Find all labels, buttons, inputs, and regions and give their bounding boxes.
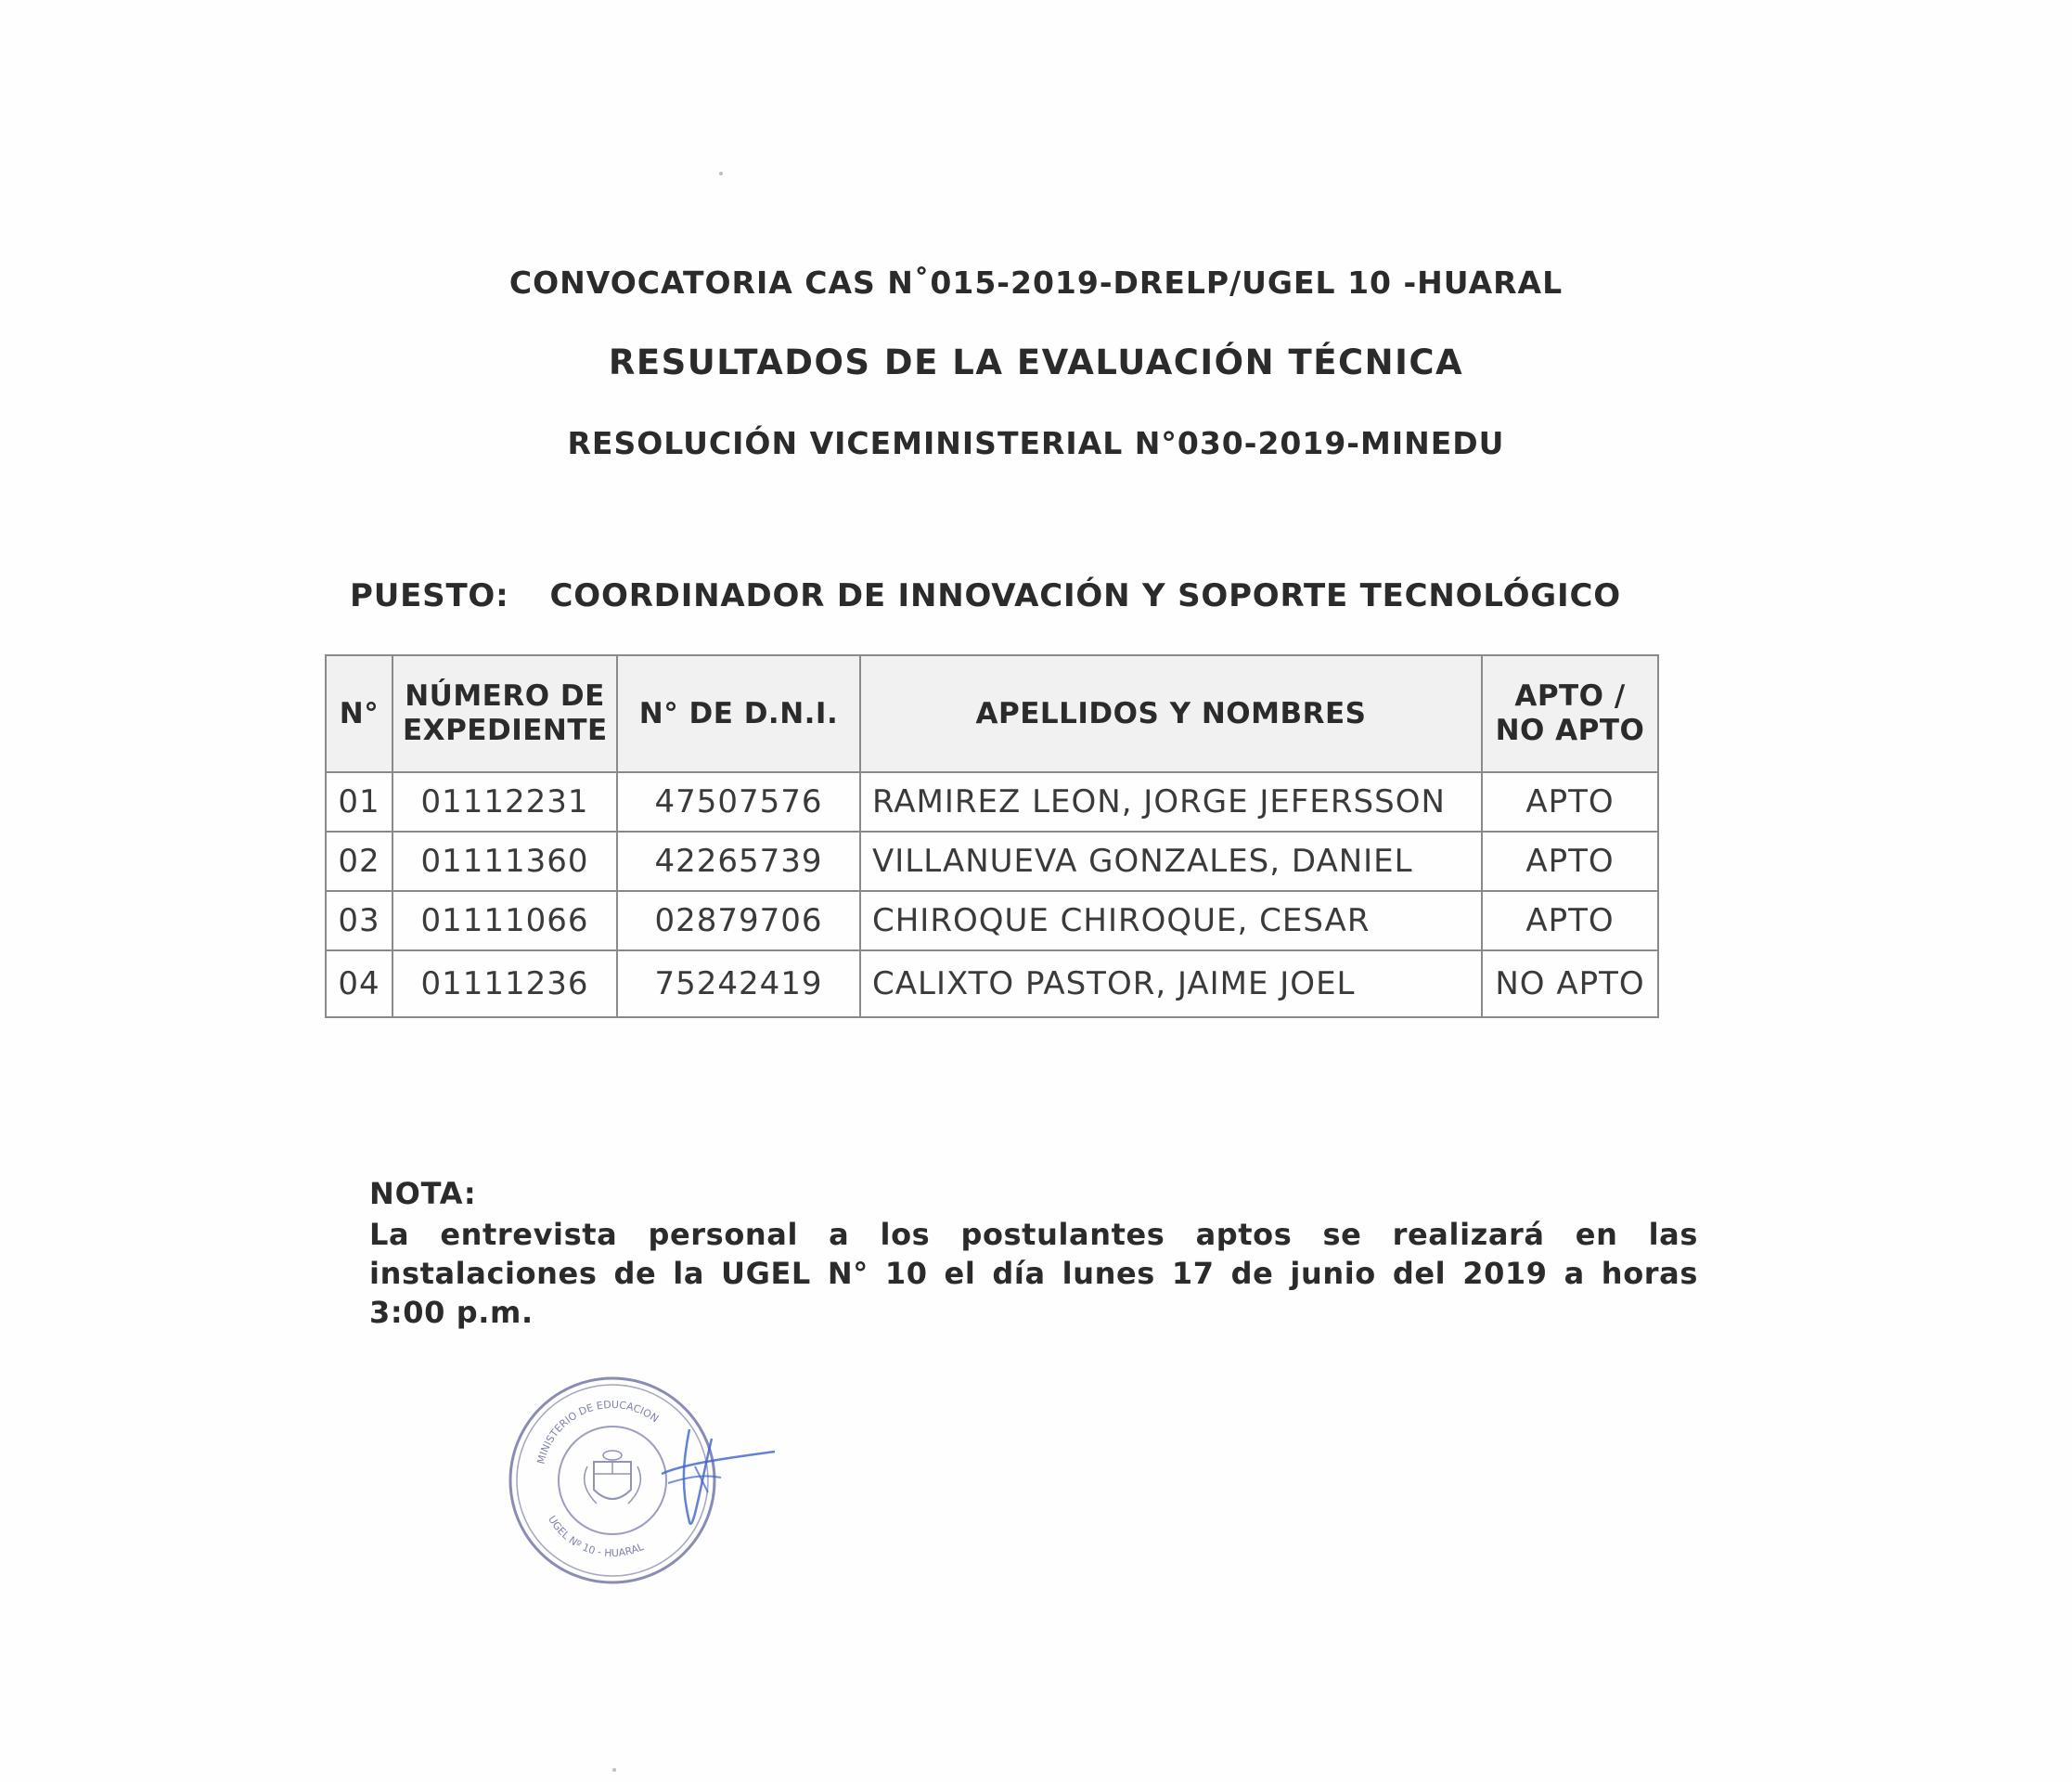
cell-apto: APTO xyxy=(1482,832,1658,891)
cell-num: 01 xyxy=(326,772,393,832)
seal-text-top: MINISTERIO DE EDUCACION xyxy=(534,1398,662,1466)
scan-speck xyxy=(719,172,723,175)
cell-dni: 02879706 xyxy=(617,891,860,950)
results-table xyxy=(325,654,1659,1018)
coat-of-arms-icon xyxy=(585,1451,641,1504)
cell-apto: APTO xyxy=(1482,891,1658,950)
position-value: COORDINADOR DE INNOVACIÓN Y SOPORTE TECNOLÓGICO xyxy=(549,577,1621,614)
seal-text-bottom: UGEL Nº 10 - HUARAL xyxy=(546,1513,646,1560)
note-title: NOTA: xyxy=(369,1176,477,1211)
header-apto: APTO / NO APTO xyxy=(1482,655,1658,772)
cell-nombres: RAMIREZ LEON, JORGE JEFERSSON xyxy=(860,772,1482,832)
position-line xyxy=(350,577,1621,614)
header-nombres: APELLIDOS Y NOMBRES xyxy=(860,655,1482,772)
cell-nombres: CALIXTO PASTOR, JAIME JOEL xyxy=(860,950,1482,1017)
results-title: RESULTADOS DE LA EVALUACIÓN TÉCNICA xyxy=(608,342,1464,382)
cell-dni: 42265739 xyxy=(617,832,860,891)
cell-num: 02 xyxy=(326,832,393,891)
table-row xyxy=(326,950,1658,1017)
cell-expediente: 01111236 xyxy=(393,950,617,1017)
cell-num: 04 xyxy=(326,950,393,1017)
cell-apto: NO APTO xyxy=(1482,950,1658,1017)
table-row xyxy=(326,772,1658,832)
convocatoria-title: CONVOCATORIA CAS N˚015-2019-DRELP/UGEL 10 -HUARAL xyxy=(508,265,1564,301)
table-row xyxy=(326,891,1658,950)
cell-apto: APTO xyxy=(1482,772,1658,832)
seal-inner-ring xyxy=(559,1427,666,1534)
note-text: La entrevista personal a los postulantes aptos se realizará en las instalaciones de la UGEL N° 10 el día lunes 17 de junio del 2019 a horas 3:00 p.m. xyxy=(369,1217,1698,1330)
position-label: PUESTO: xyxy=(350,577,509,614)
official-seal xyxy=(496,1374,793,1615)
scan-speck xyxy=(612,1768,616,1772)
header-num: N° xyxy=(326,655,393,772)
resolution-title: RESOLUCIÓN VICEMINISTERIAL N°030-2019-MINEDU xyxy=(567,425,1505,461)
cell-expediente: 01111360 xyxy=(393,832,617,891)
cell-expediente: 01112231 xyxy=(393,772,617,832)
header-dni: N° DE D.N.I. xyxy=(617,655,860,772)
signature-icon xyxy=(662,1429,775,1524)
cell-dni: 47507576 xyxy=(617,772,860,832)
cell-dni: 75242419 xyxy=(617,950,860,1017)
table-header-row xyxy=(326,655,1658,772)
header-expediente: NÚMERO DE EXPEDIENTE xyxy=(393,655,617,772)
table-row xyxy=(326,832,1658,891)
cell-nombres: VILLANUEVA GONZALES, DANIEL xyxy=(860,832,1482,891)
cell-expediente: 01111066 xyxy=(393,891,617,950)
note-block xyxy=(369,1176,1698,1332)
cell-num: 03 xyxy=(326,891,393,950)
svg-text:UGEL Nº 10 - HUARAL xyxy=(546,1514,646,1559)
cell-nombres: CHIROQUE CHIROQUE, CESAR xyxy=(860,891,1482,950)
svg-text:MINISTERIO DE EDUCACION xyxy=(534,1399,661,1466)
